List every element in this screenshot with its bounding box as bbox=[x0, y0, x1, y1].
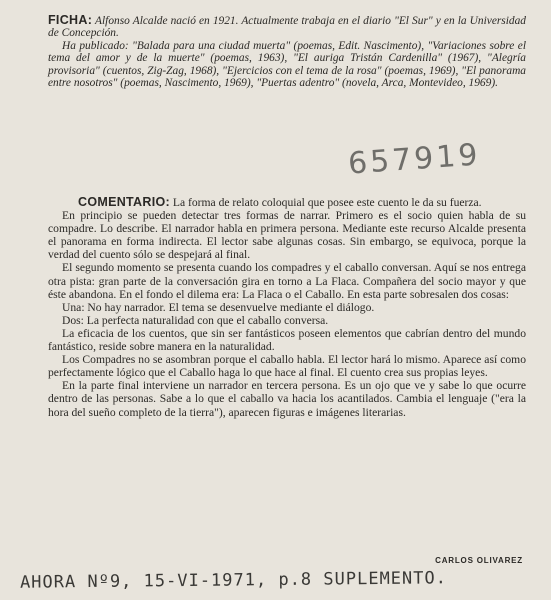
comentario-section bbox=[48, 196, 526, 419]
ficha-bio: Alfonso Alcalde nació en 1921. Actualmente trabaja en el diario "El Sur" y en la Universidad de Concepción. bbox=[48, 15, 526, 40]
comentario-paragraph: El segundo momento se presenta cuando los compadres y el caballo conversan. Aquí se nos entrega otra pista: gran parte de la conversación gira en torno a La Flaca. Compañera del socio mayor y que éste abandona. En el fondo el dilema era: La Flaca o el Caballo. En esta parte sobresalen dos cosas: bbox=[48, 261, 526, 301]
comentario-paragraph: Los Compadres no se asombran porque el caballo habla. El lector hará lo mismo. Aparece así como perfectamente lógico que el Caballo haga lo que hace al final. El cuento crea sus propias leyes. bbox=[48, 353, 526, 380]
comentario-paragraph: Dos: La perfecta naturalidad con que el caballo conversa. bbox=[62, 313, 329, 327]
author-signature: CARLOS OLIVAREZ bbox=[435, 556, 523, 565]
comentario-label: COMENTARIO: bbox=[78, 195, 170, 209]
comentario-paragraph: COMENTARIO: La forma de relato coloquial que posee este cuento le da su fuerza. bbox=[78, 195, 482, 209]
handwritten-archive-number: 657919 bbox=[346, 137, 482, 182]
handwritten-citation: AHORA Nº9, 15-VI-1971, p.8 SUPLEMENTO. bbox=[19, 568, 448, 593]
comentario-paragraph: Una: No hay narrador. El tema se desenvuelve mediante el diálogo. bbox=[62, 300, 375, 314]
comentario-paragraph: La eficacia de los cuentos, que sin ser fantásticos poseen elementos que cabrían dentro del mundo fantástico, reside sobre manera en la naturalidad. bbox=[48, 326, 526, 354]
comentario-paragraph: En principio se pueden detectar tres formas de narrar. Primero es el socio quien habla de su compadre. Lo describe. El narrador habla en primera persona. Mediante este recurso Alcalde presenta el panorama en forma indirecta. El lector sabe algunas cosas. Sin embargo, se equivoca, porque la verdad del cuento sólo se despejará al final. bbox=[48, 209, 526, 262]
ficha-section bbox=[48, 14, 526, 89]
comentario-paragraph: En la parte final interviene un narrador en tercera persona. Es un ojo que ve y sabe lo que ocurre dentro de las personas. Sabe a lo que el caballo va hacia los acantilados. Cambia el lenguaje ("era la hora del sueño completo de la tierra"), aparecen figuras e imágenes literarias. bbox=[48, 379, 526, 419]
ficha-publications: Ha publicado: "Balada para una ciudad muerta" (poemas, Edit. Nascimento), "Variaciones sobre el tema del amor y de la muerte" (poemas, 1963), "El auriga Tristán Cardenilla" (1967), "Alegría provisoria" (cuentos, Zig-Zag, 1968), "Ejercicios con el tema de la rosa" (poemas, 1969), "El panorama entre nosotros" (poemas, Nascimento, 1969), "Puertas adentro" (novela, Arca, Montevideo, 1969). bbox=[48, 39, 526, 90]
ficha-label: FICHA: bbox=[48, 13, 93, 27]
